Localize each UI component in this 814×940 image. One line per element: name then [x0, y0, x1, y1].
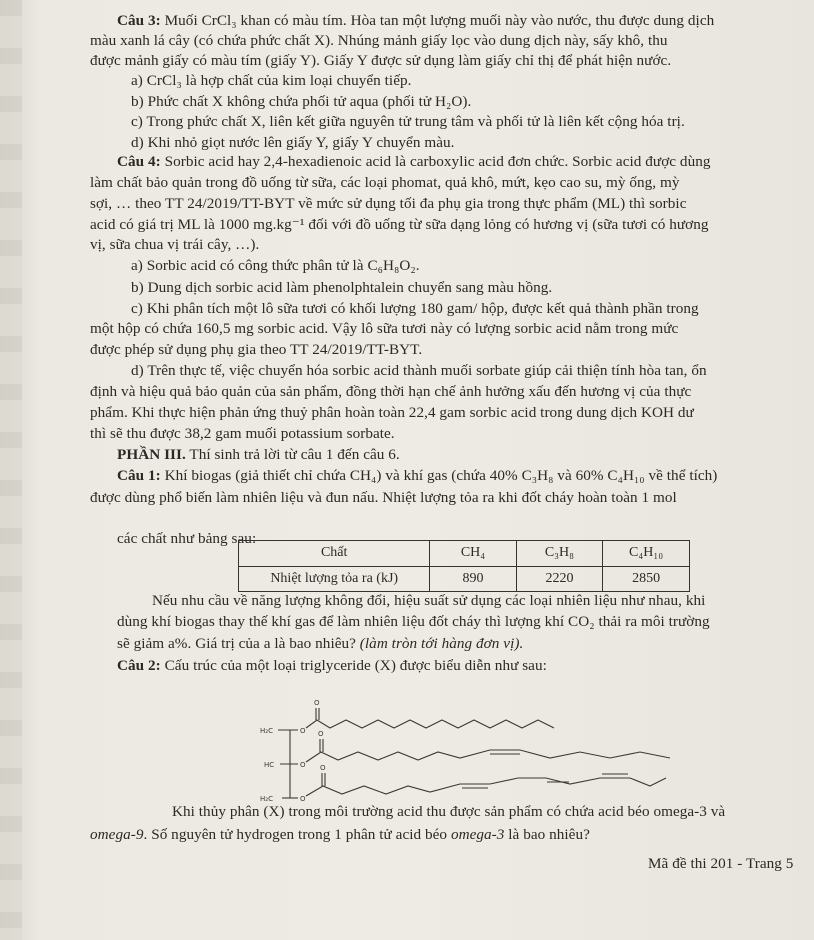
glycerol-backbone — [278, 730, 298, 798]
label-o-carbonyl-2: O — [318, 730, 324, 738]
q4-option-c-line-2: một hộp có chứa 160,5 mg sorbic acid. Vậy lô sữa tươi này có lượng sorbic acid nằm trong mức — [90, 320, 679, 337]
heat-table-header — [239, 541, 690, 567]
c2-question-end: là bao nhiêu? — [504, 826, 590, 843]
label-o-ester-1: O — [300, 727, 306, 735]
heat-table-cell: 2850 — [603, 566, 690, 592]
q3-line-3: được mảnh giấy có màu tím (giấy Y). Giấy Y được sử dụng làm giấy chỉ thị để phát hiện nước. — [90, 52, 672, 69]
part3-instructions: Thí sinh trả lời từ câu 1 đến câu 6. — [185, 446, 400, 463]
part3-title: PHẦN III. — [117, 446, 186, 463]
q4-text: Sorbic acid hay 2,4-hexadienoic acid là carboxylic acid đơn chức. Sorbic acid được dùng — [160, 153, 711, 170]
fatty-acid-chains — [306, 708, 670, 796]
q3-line-1 — [117, 12, 714, 30]
q3-option-d: d) Khi nhỏ giọt nước lên giấy Y, giấy Y chuyển màu. — [131, 134, 455, 151]
q4-option-d-line-4: thì sẽ thu được 38,2 gam muối potassium sorbate. — [90, 425, 395, 442]
c2-line-2: Khi thủy phân (X) trong môi trường acid thu được sản phẩm có chứa acid béo omega-3 và — [172, 803, 726, 820]
heat-table-head-cell: C₄H₁₀ — [603, 541, 690, 567]
label-o-carbonyl-3: O — [320, 764, 326, 772]
q4-title: Câu 4: — [117, 153, 161, 170]
part3-heading — [117, 446, 400, 464]
q4-line-2: làm chất bảo quản trong đồ uống từ sữa, các loại phomat, quả khô, mứt, kẹo cao su, mỳ ống, mỳ — [90, 174, 680, 191]
label-o-carbonyl-1: O — [314, 699, 320, 707]
c2-line-3 — [90, 826, 590, 844]
q4-option-d-line-3: phẩm. Khi thực hiện phản ứng thuỷ phân hoàn toàn 22,4 gam sorbic acid trong dung dịch KOH dư — [90, 404, 694, 421]
q4-line-4: acid có giá trị ML là 1000 mg.kg⁻¹ đối với đồ uống từ sữa dạng lỏng có hương vị (sữa tươi có hương — [90, 216, 709, 233]
label-o-ester-2: O — [300, 761, 306, 769]
c1-title: Câu 1: — [117, 467, 161, 484]
q3-line-2: màu xanh lá cây (có chứa phức chất X). Nhúng mảnh giấy lọc vào dung dịch này, sấy khô, thu — [90, 32, 668, 49]
q3-text: Muối CrCl₃ khan có màu tím. Hòa tan một lượng muối này vào nước, thu được dung dịch — [160, 12, 715, 29]
label-hc: HC — [264, 761, 275, 769]
heat-table — [238, 540, 690, 592]
c2-text: Cấu trúc của một loại triglyceride (X) được biểu diễn như sau: — [160, 657, 547, 674]
heat-table-cell: Nhiệt lượng tỏa ra (kJ) — [239, 566, 430, 592]
heat-table-cell: 890 — [430, 566, 516, 592]
c1-line-3: các chất như bảng sau: — [117, 530, 257, 547]
c1-rounding-note: (làm tròn tới hàng đơn vị). — [359, 635, 524, 652]
triglyceride-structure — [250, 698, 680, 806]
omega-9-term: omega-9 — [90, 826, 144, 843]
label-o-ester-3: O — [300, 795, 306, 803]
c2-title: Câu 2: — [117, 657, 161, 674]
label-h2c-top: H₂C — [260, 727, 273, 735]
heat-table-head-cell: C₃H₈ — [516, 541, 603, 567]
q4-option-a: a) Sorbic acid có công thức phân tử là C₆H₈O₂. — [131, 257, 420, 274]
c1-line-2: được dùng phổ biến làm nhiên liệu và đun nấu. Nhiệt lượng tỏa ra khi đốt cháy hoàn toàn 1 mol — [90, 489, 677, 506]
q4-option-b: b) Dung dịch sorbic acid làm phenolphtalein chuyển sang màu hồng. — [131, 279, 553, 296]
c1-line-1 — [117, 467, 717, 485]
c1-text: Khí biogas (giả thiết chỉ chứa CH₄) và khí gas (chứa 40% C₃H₈ và 60% C₄H₁₀ về thể tích) — [160, 467, 718, 484]
c1-question: sẽ giảm a%. Giá trị của a là bao nhiêu? — [117, 635, 360, 652]
q3-option-b: b) Phức chất X không chứa phối tử aqua (phối tử H₂O). — [131, 93, 472, 110]
heat-table-head-cell: CH₄ — [430, 541, 516, 567]
page-edge-shadow — [0, 0, 22, 940]
heat-table-head-cell: Chất — [239, 541, 430, 567]
heat-table-row — [239, 566, 690, 592]
page-footer: Mã đề thi 201 - Trang 5 — [648, 855, 794, 872]
q3-title: Câu 3: — [117, 12, 161, 29]
q4-option-d-line-2: định và hiệu quả bảo quản của sản phẩm, đồng thời hạn chế ảnh hưởng xấu đến hương vị của thực — [90, 383, 692, 400]
c2-line-1 — [117, 657, 547, 675]
heat-table-cell: 2220 — [516, 566, 603, 592]
label-h2c-bottom: H₂C — [260, 795, 273, 803]
q3-option-a: a) CrCl₃ là hợp chất của kim loại chuyển tiếp. — [131, 72, 412, 89]
c1-line-5: dùng khí biogas thay thế khí gas để làm nhiên liệu đốt cháy thì lượng khí CO₂ thải ra môi trường — [117, 613, 710, 630]
q4-line-5: vị, sữa chua vị trái cây, …). — [90, 236, 260, 253]
omega-3-term: omega-3 — [450, 826, 505, 843]
c2-question-text: . Số nguyên tử hydrogen trong 1 phân tử acid béo — [143, 826, 451, 843]
q4-line-1 — [117, 153, 711, 171]
c1-line-6 — [117, 635, 523, 653]
c1-line-4: Nếu nhu cầu về năng lượng không đổi, hiệu suất sử dụng các loại nhiên liệu như nhau, khi — [152, 592, 706, 609]
q3-option-c: c) Trong phức chất X, liên kết giữa nguyên tử trung tâm và phối tử là liên kết cộng hóa trị. — [131, 113, 685, 130]
q4-option-c-line-1: c) Khi phân tích một lô sữa tươi có khối lượng 180 gam/ hộp, được kết quả thành phần trong — [131, 300, 699, 317]
q4-line-3: sợi, … theo TT 24/2019/TT-BYT về mức sử dụng tối đa phụ gia trong thực phẩm (ML) thì sorbic — [90, 195, 687, 212]
q4-option-c-line-3: được phép sử dụng phụ gia theo TT 24/2019/TT-BYT. — [90, 341, 423, 358]
q4-option-d-line-1: d) Trên thực tế, việc chuyển hóa sorbic acid thành muối sorbate giúp cải thiện tính hòa tan, ổn — [131, 362, 707, 379]
